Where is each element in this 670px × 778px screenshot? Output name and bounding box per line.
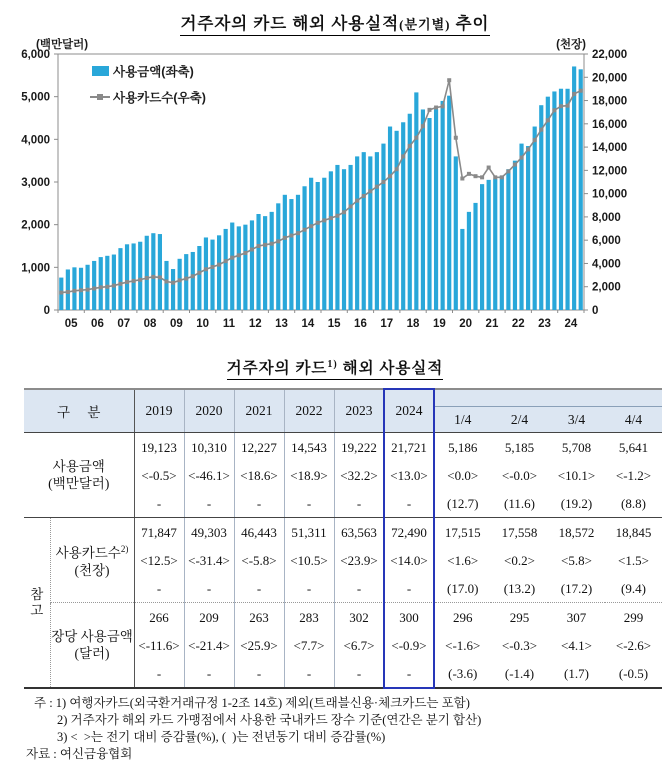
x-axis-year-label: 24 <box>564 318 578 330</box>
data-cell-quarter: 5,641 <-1.2> (8.8) <box>605 433 662 518</box>
card-count-marker <box>487 166 491 170</box>
card-count-marker <box>164 279 168 283</box>
right-axis-tick-label: 12,000 <box>592 165 628 178</box>
usage-amount-bar <box>224 229 228 310</box>
data-cell-quarter: 17,558 <0.2> (13.2) <box>491 518 548 603</box>
footnote-line: 2) 거주자가 해외 카드 가맹점에서 사용한 국내카드 장수 기준(연간은 분기 합산) <box>57 713 482 727</box>
usage-amount-bar <box>256 214 260 310</box>
usage-amount-bar <box>388 127 392 310</box>
usage-amount-bar <box>112 255 116 310</box>
x-axis-year-label: 14 <box>301 318 315 330</box>
card-count-marker <box>224 259 228 263</box>
card-count-marker <box>447 78 451 82</box>
card-count-marker <box>158 275 162 279</box>
card-count-marker <box>237 253 241 257</box>
legend-bar-swatch <box>92 66 109 76</box>
usage-amount-bar <box>565 89 569 310</box>
card-count-marker <box>125 280 129 284</box>
legend-line-label: 사용카드수(우축) <box>113 91 206 105</box>
usage-amount-bar <box>552 91 556 310</box>
card-count-marker <box>559 104 563 108</box>
data-cell-quarter: 5,186 <0.0> (12.7) <box>434 433 491 518</box>
row-label: 사용카드수$^{2)}$ (천장) <box>50 518 134 603</box>
x-axis-year-label: 19 <box>432 318 446 330</box>
usage-amount-bar <box>197 246 201 310</box>
footnote-line: 3) < >는 전기 대비 증감률(%), ( )는 전년동기 대비 증감률(%) <box>57 730 386 744</box>
chart-title-main: 거주자의 카드 해외 사용실적 <box>180 14 400 33</box>
card-count-marker <box>421 124 425 128</box>
usage-amount-bar <box>289 199 293 310</box>
data-cell-year: 46,443 <-5.8> - <box>234 518 284 603</box>
usage-amount-bar <box>427 118 431 310</box>
row-label: 사용금액 (백만달러) <box>24 433 134 518</box>
usage-amount-bar <box>270 212 274 310</box>
card-count-marker <box>230 256 234 260</box>
usage-amount-bar <box>395 131 399 310</box>
card-count-marker <box>283 236 287 240</box>
usage-amount-bar <box>572 66 576 310</box>
right-axis-tick-label: 16,000 <box>592 118 628 131</box>
card-count-marker <box>211 265 215 269</box>
data-cell-year: 263 <25.9> - <box>234 603 284 689</box>
source-line: 자료 : 여신금융협회 <box>26 747 133 761</box>
usage-amount-bar <box>164 261 168 310</box>
data-cell-quarter: 5,185 <-0.0> (11.6) <box>491 433 548 518</box>
card-count-marker <box>257 244 261 248</box>
right-axis-tick-label: 14,000 <box>592 142 628 155</box>
card-count-marker <box>342 210 346 214</box>
left-axis-unit: (백만달러) <box>36 39 89 51</box>
usage-amount-bar <box>171 269 175 310</box>
data-cell-year: 209 <-21.4> - <box>184 603 234 689</box>
card-count-marker <box>513 163 517 167</box>
usage-amount-bar <box>342 169 346 310</box>
card-count-marker <box>408 144 412 148</box>
table-row <box>24 603 662 689</box>
usage-amount-bar <box>263 216 267 310</box>
year-column-header: 2020 <box>184 389 234 433</box>
usage-amount-bar <box>105 256 109 310</box>
year-column-header: 2024 <box>384 389 434 433</box>
card-count-marker <box>151 275 155 279</box>
usage-amount-bar <box>86 265 90 310</box>
card-count-marker <box>138 278 142 282</box>
x-axis-year-label: 08 <box>143 318 157 330</box>
usage-amount-bar <box>500 176 504 310</box>
usage-amount-bar <box>296 195 300 310</box>
x-axis-year-label: 22 <box>511 318 525 330</box>
left-axis-tick-label: 5,000 <box>21 91 50 104</box>
card-count-marker <box>184 277 188 281</box>
quarter-column-header: 1/4 <box>434 407 491 433</box>
card-count-marker <box>539 128 543 132</box>
x-axis-year-label: 13 <box>275 318 288 330</box>
usage-amount-bar <box>66 269 70 310</box>
right-axis-unit: (천장) <box>556 39 586 51</box>
chart-title-paren: (분기별) <box>399 17 451 32</box>
card-count-marker <box>480 175 484 179</box>
usage-amount-bar <box>178 259 182 310</box>
table-title <box>0 356 670 378</box>
quarterly-trend-chart <box>0 38 670 342</box>
right-axis-tick-label: 0 <box>592 305 599 317</box>
left-axis-tick-label: 2,000 <box>21 219 50 232</box>
usage-amount-bar <box>513 161 517 310</box>
usage-amount-bar <box>559 89 563 310</box>
usage-amount-bar <box>375 152 379 310</box>
usage-amount-bar <box>579 69 583 310</box>
legend-line-marker <box>97 94 103 100</box>
card-count-marker <box>270 242 274 246</box>
quarter-column-header: 2/4 <box>491 407 548 433</box>
card-count-marker <box>204 267 208 271</box>
usage-amount-bar <box>217 235 221 310</box>
card-count-marker <box>460 177 464 181</box>
usage-amount-bar <box>302 186 306 310</box>
usage-amount-bar <box>493 179 497 310</box>
card-count-marker <box>414 136 418 140</box>
quarter-column-header: 4/4 <box>605 407 662 433</box>
chart-canvas <box>0 38 670 342</box>
data-cell-quarter: 307 <4.1> (1.7) <box>561 610 592 681</box>
usage-amount-bar <box>447 96 451 310</box>
data-cell-year: 72,490 <14.0> - <box>384 518 434 603</box>
data-cell-year: 14,543 <18.9> - <box>284 433 334 518</box>
year-column-header: 2023 <box>334 389 384 433</box>
usage-amount-bar <box>434 109 438 310</box>
x-axis-year-label: 21 <box>485 318 499 330</box>
card-count-marker <box>322 218 326 222</box>
card-count-marker <box>72 289 76 293</box>
x-axis-year-label: 12 <box>248 318 262 330</box>
card-count-marker <box>500 175 504 179</box>
card-count-marker <box>355 199 359 203</box>
data-cell-year: 19,222 <32.2> - <box>334 433 384 518</box>
usage-amount-bar <box>473 203 477 310</box>
card-count-marker <box>381 180 385 184</box>
card-count-marker <box>388 174 392 178</box>
usage-amount-bar <box>381 144 385 310</box>
table-title-suffix: 해외 사용실적 <box>337 360 444 377</box>
usage-amount-bar <box>283 195 287 310</box>
left-axis-tick-label: 4,000 <box>21 134 50 147</box>
chart-title <box>0 10 670 34</box>
left-axis-tick-label: 1,000 <box>21 262 50 275</box>
card-count-marker <box>572 92 576 96</box>
usage-amount-bar <box>506 169 510 310</box>
quarter-header-strip <box>434 389 662 407</box>
card-count-marker <box>178 278 182 282</box>
card-count-marker <box>441 104 445 108</box>
x-axis-year-label: 06 <box>91 318 104 330</box>
data-cell-quarter: 295 <-0.3> (-1.4) <box>501 610 538 681</box>
row-label: 장당 사용금액 (달러) <box>50 603 134 689</box>
data-cell-year: 51,311 <10.5> - <box>284 518 334 603</box>
usage-amount-bar <box>250 220 254 310</box>
x-axis-year-label: 18 <box>406 318 420 330</box>
card-count-marker <box>92 286 96 290</box>
card-count-marker <box>66 290 70 294</box>
usage-amount-bar <box>237 226 241 310</box>
x-axis-year-label: 11 <box>222 318 236 330</box>
card-count-marker <box>118 282 122 286</box>
usage-amount-bar <box>72 267 76 310</box>
usage-amount-bar <box>349 165 353 310</box>
usage-amount-bar <box>230 223 234 310</box>
data-cell-quarter: 18,845 <1.5> (9.4) <box>605 518 662 603</box>
x-axis-year-label: 16 <box>354 318 367 330</box>
card-count-marker <box>395 167 399 171</box>
usage-amount-bar <box>322 178 326 310</box>
usage-amount-bar <box>335 165 339 310</box>
usage-amount-bar <box>158 234 162 310</box>
x-axis-year-label: 10 <box>196 318 210 330</box>
usage-amount-bar <box>454 156 458 310</box>
usage-amount-bar <box>210 240 214 310</box>
card-count-marker <box>86 288 90 292</box>
usage-amount-bar <box>526 146 530 310</box>
card-count-marker <box>375 185 379 189</box>
card-count-marker <box>303 228 307 232</box>
card-count-marker <box>368 189 372 193</box>
usage-amount-bar <box>145 236 149 310</box>
card-count-marker <box>427 108 431 112</box>
usage-amount-bar <box>204 237 208 310</box>
usage-amount-bar <box>276 203 280 310</box>
usage-table-wrap <box>24 388 662 689</box>
group-label-chamgo: 참 고 <box>30 586 44 618</box>
legend-bar-label: 사용금액(좌축) <box>113 65 194 79</box>
usage-amount-bar <box>533 127 537 310</box>
usage-amount-bar <box>441 101 445 310</box>
card-count-marker <box>112 284 116 288</box>
card-count-marker <box>316 221 320 225</box>
card-count-marker <box>191 274 195 278</box>
card-count-marker <box>579 89 583 93</box>
usage-amount-bar <box>480 184 484 310</box>
usage-amount-bar <box>309 178 313 310</box>
card-count-marker <box>145 276 149 280</box>
data-cell-quarter: 296 <-1.6> (-3.6) <box>434 603 491 689</box>
card-count-marker <box>493 175 497 179</box>
card-count-marker <box>243 251 247 255</box>
usage-amount-bar <box>460 229 464 310</box>
data-cell-year: 49,303 <-31.4> - <box>184 518 234 603</box>
right-axis-tick-label: 10,000 <box>592 188 628 201</box>
usage-table <box>24 388 662 689</box>
card-count-marker <box>362 194 366 198</box>
usage-amount-bar <box>92 261 96 310</box>
right-axis-tick-label: 2,000 <box>592 281 621 294</box>
usage-amount-bar <box>421 109 425 310</box>
right-axis-tick-label: 18,000 <box>592 95 628 108</box>
x-axis-year-label: 20 <box>459 318 473 330</box>
card-count-marker <box>474 174 478 178</box>
card-count-marker <box>546 118 550 122</box>
right-axis-tick-label: 8,000 <box>592 211 621 224</box>
card-count-marker <box>250 247 254 251</box>
usage-amount-bar <box>99 257 103 310</box>
left-axis-tick-label: 0 <box>43 305 50 317</box>
right-axis-tick-label: 20,000 <box>592 72 628 85</box>
usage-amount-bar <box>414 92 418 310</box>
card-count-marker <box>217 263 221 267</box>
card-count-marker <box>566 104 570 108</box>
card-count-marker <box>171 281 175 285</box>
card-count-marker <box>467 172 471 176</box>
year-column-header: 2021 <box>234 389 284 433</box>
card-count-marker <box>309 224 313 228</box>
usage-amount-bar <box>467 212 471 310</box>
data-cell-quarter: 17,515 <1.6> (17.0) <box>434 518 491 603</box>
data-cell-year: 19,123 <-0.5> - <box>134 433 184 518</box>
usage-amount-bar <box>362 152 366 310</box>
card-count-marker <box>289 234 293 238</box>
right-axis-tick-label: 22,000 <box>592 49 628 61</box>
usage-amount-bar <box>546 97 550 310</box>
card-count-marker <box>296 231 300 235</box>
usage-amount-bar <box>539 105 543 310</box>
data-cell-year: 12,227 <18.6> - <box>234 433 284 518</box>
year-column-header: 2022 <box>284 389 334 433</box>
usage-amount-bar <box>132 243 136 310</box>
usage-amount-bar <box>191 252 195 310</box>
card-count-marker <box>79 288 83 292</box>
usage-amount-bar <box>519 144 523 310</box>
usage-amount-bar <box>329 171 333 310</box>
usage-amount-bar <box>316 182 320 310</box>
data-cell-year: 283 <7.7> - <box>284 603 334 689</box>
card-count-marker <box>454 136 458 140</box>
card-count-marker <box>132 279 136 283</box>
usage-amount-bar <box>368 156 372 310</box>
x-axis-year-label: 07 <box>117 318 131 330</box>
usage-amount-bar <box>243 225 247 310</box>
usage-amount-bar <box>118 248 122 310</box>
usage-amount-bar <box>401 122 405 310</box>
card-count-marker <box>552 108 556 112</box>
data-cell-year: 10,310 <-46.1> - <box>184 433 234 518</box>
right-axis-tick-label: 6,000 <box>592 235 621 248</box>
data-cell-year: 266 <-11.6> - <box>134 603 184 689</box>
chart-title-suffix: 추이 <box>450 14 490 33</box>
usage-amount-bar <box>151 233 155 310</box>
year-column-header: 2019 <box>134 389 184 433</box>
data-cell-quarter: 299 <-2.6> (-0.5) <box>615 610 652 681</box>
quarter-column-header: 3/4 <box>548 407 605 433</box>
table-title-main: 거주자의 카드 <box>226 360 328 377</box>
card-count-marker <box>99 285 103 289</box>
footnotes <box>0 695 670 763</box>
card-count-marker <box>533 138 537 142</box>
x-axis-year-label: 23 <box>538 318 551 330</box>
x-axis-year-label: 15 <box>327 318 341 330</box>
data-cell-year: 300 <-0.9> - <box>384 603 434 689</box>
data-cell-quarter: 18,572 <5.8> (17.2) <box>548 518 605 603</box>
card-count-marker <box>349 204 353 208</box>
card-count-marker <box>329 216 333 220</box>
x-axis-year-label: 09 <box>169 318 183 330</box>
usage-amount-bar <box>355 156 359 310</box>
x-axis-year-label: 17 <box>380 318 394 330</box>
data-cell-year: 63,563 <23.9> - <box>334 518 384 603</box>
card-count-marker <box>335 214 339 218</box>
card-count-marker <box>520 156 524 160</box>
data-cell-year: 71,847 <12.5> - <box>134 518 184 603</box>
x-axis-year-label: 05 <box>64 318 78 330</box>
card-count-marker <box>526 147 530 151</box>
table-title-footnote-mark: 1) <box>327 358 338 370</box>
data-cell-year: 302 <6.7> - <box>334 603 384 689</box>
card-count-marker <box>506 169 510 173</box>
corner-header: 구 분 <box>24 389 134 433</box>
card-count-marker <box>59 291 63 295</box>
usage-amount-bar <box>184 254 188 310</box>
card-count-marker <box>105 285 109 289</box>
right-axis-tick-label: 4,000 <box>592 258 621 271</box>
card-count-marker <box>263 243 267 247</box>
usage-amount-bar <box>138 242 142 310</box>
data-cell-year: 21,721 <13.0> - <box>384 433 434 518</box>
left-axis-tick-label: 6,000 <box>21 49 50 61</box>
card-count-marker <box>401 154 405 158</box>
card-count-marker <box>276 239 280 243</box>
usage-amount-bar <box>487 180 491 310</box>
table-row <box>24 518 662 603</box>
card-count-marker <box>197 271 201 275</box>
card-count-marker <box>434 106 438 110</box>
left-axis-tick-label: 3,000 <box>21 177 50 189</box>
usage-amount-bar <box>125 244 129 310</box>
footnote-line: 주 : 1) 여행자카드(외국환거래규정 1-2조 14호) 제외(트래블신용·체크카드는 포함) <box>34 696 470 710</box>
table-row <box>24 433 662 518</box>
data-cell-quarter: 5,708 <10.1> (19.2) <box>548 433 605 518</box>
